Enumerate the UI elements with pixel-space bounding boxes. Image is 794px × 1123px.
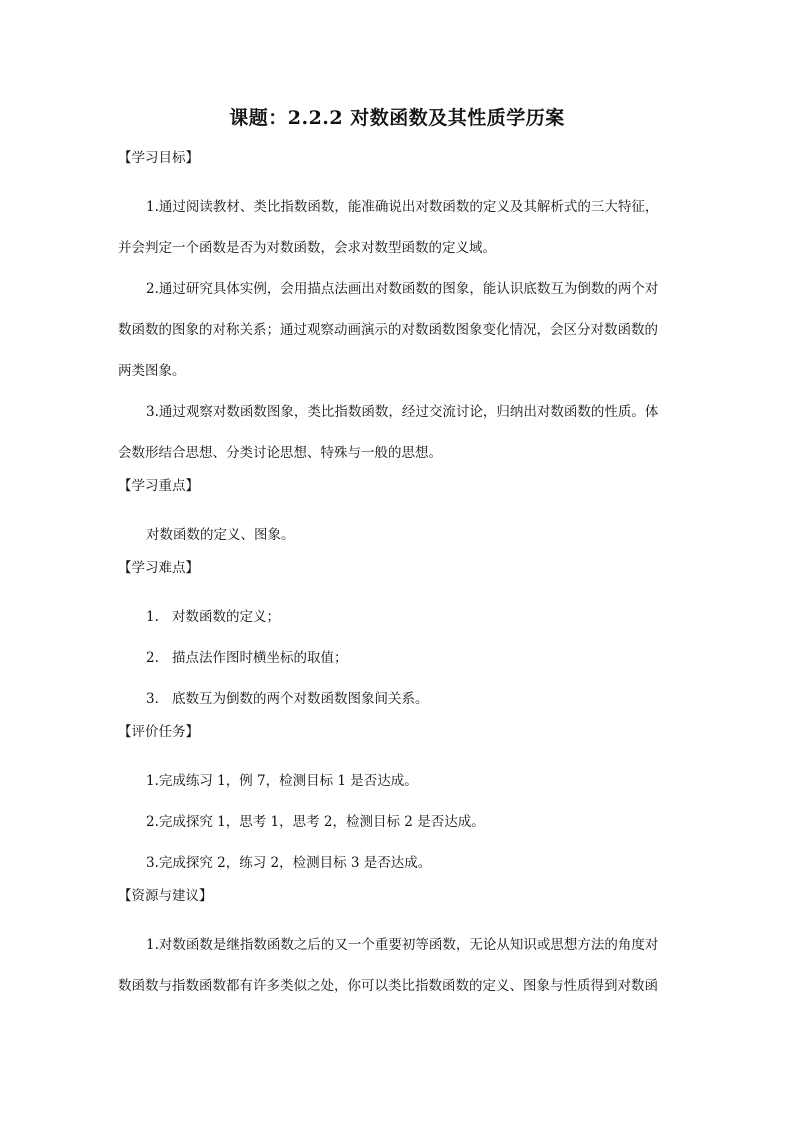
document-body [118,146,686,1007]
objective-2-line-1: 2.通过研究具体实例，会用描点法画出对数函数的图象，能认识底数互为倒数的两个对 [146,281,659,297]
objective-2-line-3: 两类图象。 [118,363,186,379]
difficulty-text: 描点法作图时横坐标的取值； [172,650,348,666]
difficulty-number: 3. [146,691,159,707]
evaluation-item: 3.完成探究 2，练习 2，检测目标 3 是否达成。 [146,855,432,871]
section-heading-key-points: 【学习重点】 [118,478,199,494]
section-heading-objectives: 【学习目标】 [118,150,199,166]
section-heading-difficulties: 【学习难点】 [118,560,199,576]
resources-line-1: 1.对数函数是继指数函数之后的又一个重要初等函数，无论从知识或思想方法的角度对 [146,937,659,953]
difficulty-item [118,638,686,679]
objective-3-line-1: 3.通过观察对数函数图象，类比指数函数，经过交流讨论，归纳出对数函数的性质。体 [146,404,659,420]
difficulty-text: 底数互为倒数的两个对数函数图象间关系。 [172,691,429,707]
section-heading-resources: 【资源与建议】 [118,888,213,904]
resources-line-2: 数函数与指数函数都有许多类似之处，你可以类比指数函数的定义、图象与性质得到对数函 [118,978,658,994]
objective-3-line-2: 会数形结合思想、分类讨论思想、特殊与一般的思想。 [118,445,442,461]
key-points-text: 对数函数的定义、图象。 [146,527,295,543]
evaluation-item: 1.完成练习 1，例 7，检测目标 1 是否达成。 [146,773,418,789]
section-heading-evaluation: 【评价任务】 [118,724,199,740]
difficulty-item [118,679,686,720]
difficulty-text: 对数函数的定义； [172,609,280,625]
difficulty-item [118,597,686,638]
objective-2-line-2: 数函数的图象的对称关系；通过观察动画演示的对数函数图象变化情况，会区分对数函数的 [118,322,658,338]
objective-1-line-1: 1.通过阅读教材、类比指数函数，能准确说出对数函数的定义及其解析式的三大特征， [146,199,659,215]
objective-1-line-2: 并会判定一个函数是否为对数函数，会求对数型函数的定义域。 [118,240,496,256]
document-title: 课题：2.2.2 对数函数及其性质学历案 [229,107,565,129]
evaluation-item: 2.完成探究 1，思考 1，思考 2，检测目标 2 是否达成。 [146,814,485,830]
difficulty-number: 2. [146,650,159,666]
difficulty-number: 1. [146,609,159,625]
